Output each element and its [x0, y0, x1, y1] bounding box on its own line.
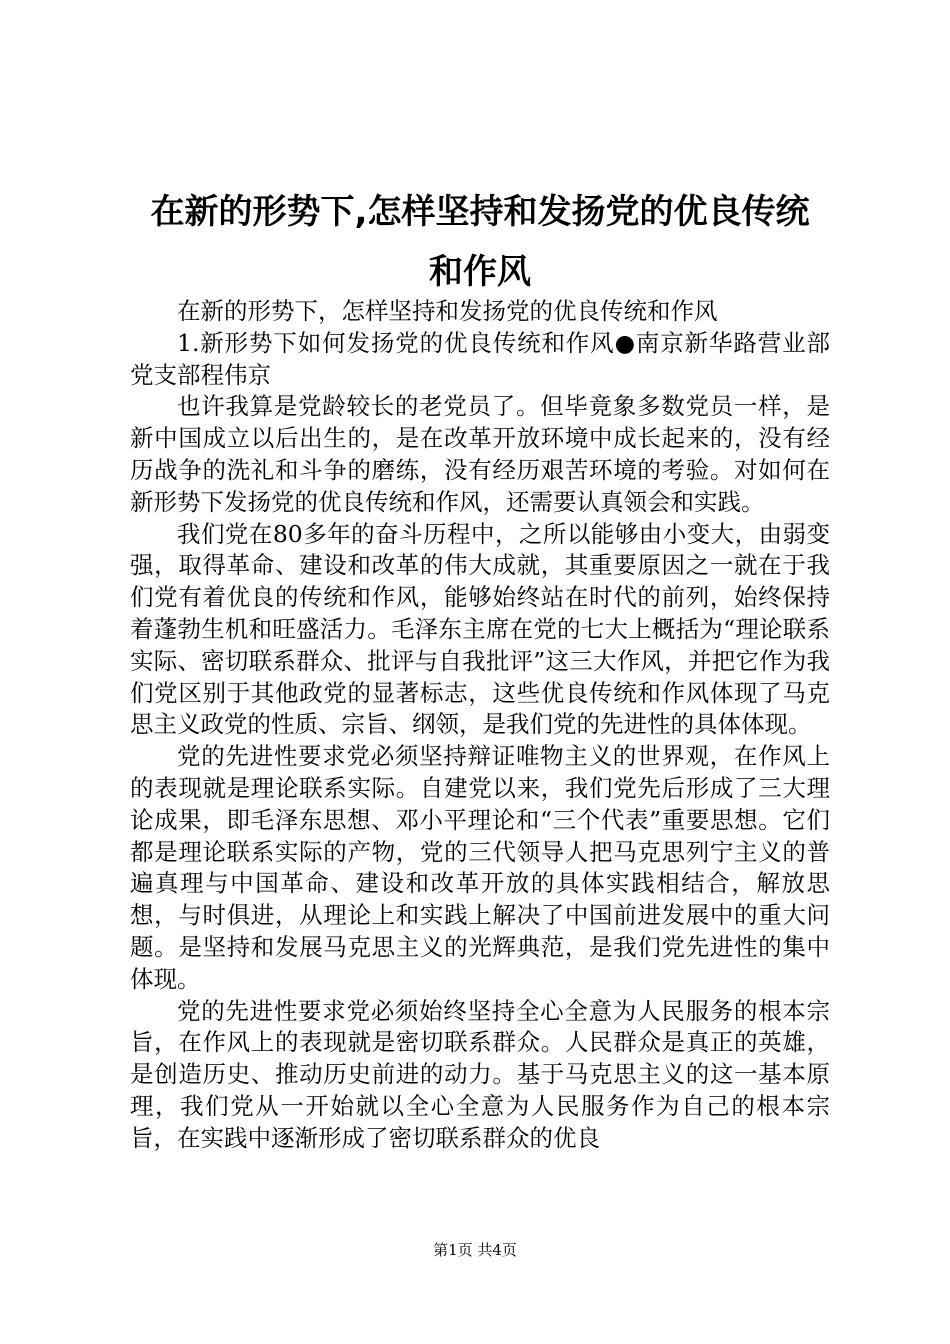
body-paragraph: 我们党在80多年的奋斗历程中，之所以能够由小变大，由弱变强，取得革命、建设和改革的伟大成就，其重要原因之一就在于我们党有着优良的传统和作风，能够始终站在时代的前列，始终保持着蓬勃生机和旺盛活力。毛泽东主席在党的七大上概括为“理论联系实际、密切联系群众、批评与自我批评”这三大作风，并把它作为我们党区别于其他政党的显著标志，这些优良传统和作风体现了马克思主义政党的性质、宗旨、纲领，是我们党的先进性的具体体现。: [130, 519, 830, 739]
body-paragraph: 党的先进性要求党必须始终坚持全心全意为人民服务的根本宗旨，在作风上的表现就是密切联系群众。人民群众是真正的英雄，是创造历史、推动历史前进的动力。基于马克思主义的这一基本原理，我们党从一开始就以全心全意为人民服务作为自己的根本宗旨，在实践中逐渐形成了密切联系群众的优良: [130, 996, 830, 1152]
body-paragraph: 也许我算是党龄较长的老党员了。但毕竟象多数党员一样，是新中国成立以后出生的，是在改革开放环境中成长起来的，没有经历战争的洗礼和斗争的磨练，没有经历艰苦环境的考验。对如何在新形势下发扬党的优良传统和作风，还需要认真领会和实践。: [130, 392, 830, 516]
page-number-label: 第1页 共4页: [433, 1241, 517, 1259]
document-title: [130, 182, 830, 302]
subtitle-paragraph: 在新的形势下，怎样坚持和发扬党的优良传统和作风: [177, 297, 718, 325]
title-line-2: 和作风: [429, 252, 531, 292]
title-line-1: 在新的形势下,怎样坚持和发扬党的优良传统: [150, 192, 810, 232]
page-footer: [0, 1240, 950, 1260]
document-body: [130, 296, 830, 1155]
body-paragraph: 党的先进性要求党必须坚持辩证唯物主义的世界观，在作风上的表现就是理论联系实际。自建党以来，我们党先后形成了三大理论成果，即毛泽东思想、邓小平理论和“三个代表”重要思想。它们都是理论联系实际的产物，党的三代领导人把马克思列宁主义的普遍真理与中国革命、建设和改革开放的具体实践相结合，解放思想，与时俱进，从理论上和实践上解决了中国前进发展中的重大问题。是坚持和发展马克思主义的光辉典范，是我们党先进性的集中体现。: [130, 742, 830, 993]
byline-paragraph: 1.新形势下如何发扬党的优良传统和作风●南京新华路营业部党支部程伟京: [130, 328, 830, 389]
